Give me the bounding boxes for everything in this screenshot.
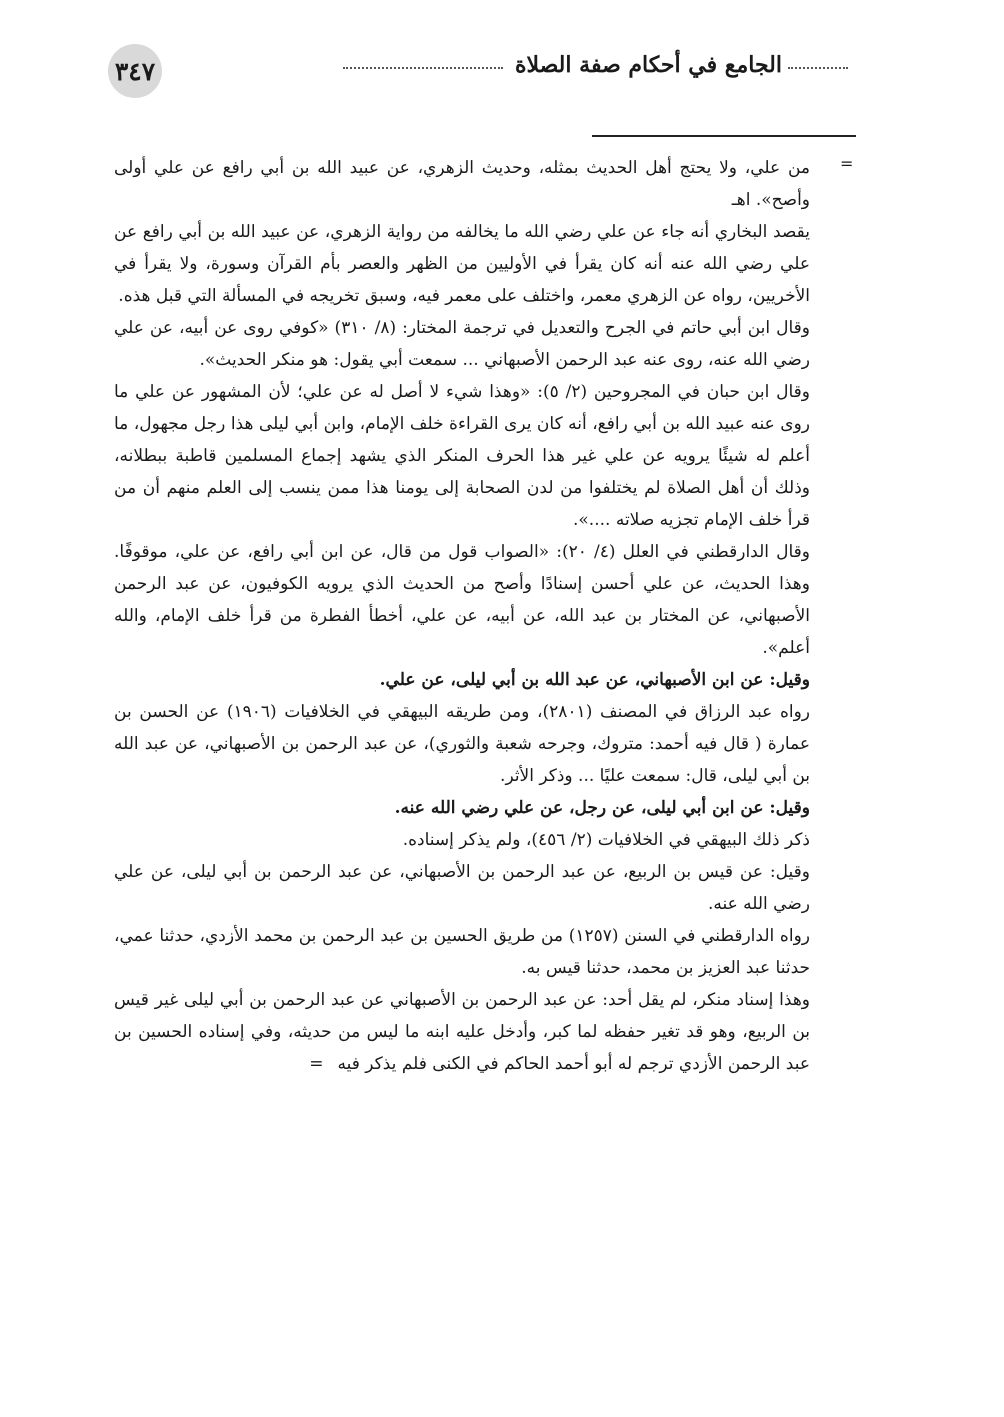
title-leader-right bbox=[788, 67, 848, 69]
title-leader-left bbox=[343, 67, 503, 69]
paragraph: وقيل: عن قيس بن الربيع، عن عبد الرحمن بن الأصبهاني، عن عبد الرحمن بن أبي ليلى، عن علي رضي الله عنه. bbox=[114, 862, 810, 914]
subheading: وقيل: عن ابن الأصبهاني، عن عبد الله بن أبي ليلى، عن علي. bbox=[379, 670, 810, 690]
paragraph: وقال ابن حبان في المجروحين (٢/ ٥): «وهذا شيء لا أصل له عن علي؛ لأن المشهور عن علي ما روى عنه عبيد الله بن أبي رافع، أنه كان يرى القراءة خلف الإمام، وابن أبي ليلى هذا رجل مجهول، ما أعلم له شيئًا يرويه عن علي غير هذا الحرف المنكر الذي يشهد إجماع المسلمين قاطبة ببطلانه، وذلك أن أهل الصلاة لم يختلفوا من لدن الصحابة إلى يومنا هذا ممن ينسب إلى العلم منهم أن من قرأ خلف الإمام تجزيه صلاته ....». bbox=[114, 382, 810, 530]
paragraph: وقال الدارقطني في العلل (٤/ ٢٠): «الصواب قول من قال، عن ابن أبي رافع، عن علي، موقوفًا. وهذا الحديث، عن علي أحسن إسنادًا وأصح من الحديث الذي يرويه الكوفيون، عن عبد الرحمن الأصبهاني، عن المختار بن عبد الله، عن أبيه، عن علي، أخطأ الفطرة من قرأ خلف الإمام، والله أعلم». bbox=[114, 542, 810, 658]
footnote-body bbox=[114, 152, 810, 1080]
paragraph-text: وهذا إسناد منكر، لم يقل أحد: عن عبد الرحمن بن الأصبهاني عن عبد الرحمن بن أبي ليلى غير قيس بن الربيع، وهو قد تغير حفظه لما كبر، وأدخل عليه ابنه ما ليس من حديثه، وفي إسناده الحسين بن عبد الرحمن الأزدي ترجم له أبو أحمد الحاكم في الكنى فلم يذكر فيه bbox=[114, 990, 810, 1074]
page-number: ٣٤٧ bbox=[108, 44, 162, 98]
book-title: الجامع في أحكام صفة الصلاة bbox=[514, 52, 782, 78]
footnote-separator bbox=[592, 135, 856, 137]
paragraph: وقال ابن أبي حاتم في الجرح والتعديل في ترجمة المختار: (٨/ ٣١٠) «كوفي روى عن أبيه، عن علي رضي الله عنه، روى عنه عبد الرحمن الأصبهاني ... سمعت أبي يقول: هو منكر الحديث». bbox=[114, 318, 810, 370]
subheading: وقيل: عن ابن أبي ليلى، عن رجل، عن علي رضي الله عنه. bbox=[394, 798, 810, 818]
paragraph: يقصد البخاري أنه جاء عن علي رضي الله ما يخالفه من رواية الزهري، عن عبيد الله بن أبي رافع عن علي رضي الله عنه أنه كان يقرأ في الأوليين من الظهر والعصر بأم القرآن وسورة، ولا يقرأ في الأخريين، رواه عن الزهري معمر، واختلف على معمر فيه، وسبق تخريجه في المسألة التي قبل هذه. bbox=[114, 222, 810, 306]
paragraph: رواه الدارقطني في السنن (١٢٥٧) من طريق الحسين بن عبد الرحمن بن محمد الأزدي، حدثنا عمي، حدثنا عبد العزيز بن محمد، حدثنا قيس به. bbox=[114, 926, 810, 978]
paragraph: من علي، ولا يحتج أهل الحديث بمثله، وحديث الزهري، عن عبيد الله بن أبي رافع عن علي أولى وأصح». اهـ bbox=[114, 158, 810, 210]
last-paragraph bbox=[114, 984, 810, 1080]
continuation-mark-end: = bbox=[309, 1054, 324, 1074]
paragraph: ذكر ذلك البيهقي في الخلافيات (٢/ ٤٥٦)، ولم يذكر إسناده. bbox=[402, 830, 810, 850]
page-header bbox=[108, 44, 848, 104]
continuation-mark: = bbox=[840, 154, 854, 173]
paragraph: رواه عبد الرزاق في المصنف (٢٨٠١)، ومن طريقه البيهقي في الخلافيات (١٩٠٦) عن الحسن بن عمارة ( قال فيه أحمد: متروك، وجرحه شعبة والثوري)، عن عبد الرحمن بن الأصبهاني، عن عبد الله بن أبي ليلى، قال: سمعت عليًا ... وذكر الأثر. bbox=[114, 702, 810, 786]
running-title bbox=[343, 52, 848, 78]
